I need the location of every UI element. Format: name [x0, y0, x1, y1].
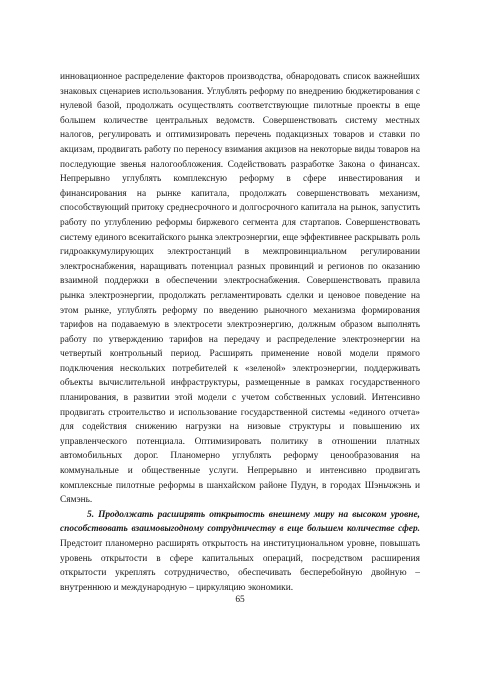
page-number: 65 — [235, 595, 245, 605]
body-text — [60, 70, 420, 595]
section-heading: 5. Продолжать расширять открытость внешнему миру на высоком уровне, способствовать взаимовыгодному сотрудничеству в еще большем количестве сфер. — [60, 509, 420, 535]
paragraph-continuation: инновационное распределение факторов производства, обнародовать список важнейших знаковых сценариев использования. Углублять реформу по внедрению бюджетирования с нулевой базой, продолжать осуществлять соответствующие пилотные проекты в еще большем количестве центральных ведомств. Совершенствовать систему местных налогов, регулировать и оптимизировать перечень подакцизных товаров и ставки по акцизам, продвигать работу по переносу взимания акцизов на некоторые виды товаров на последующие звенья налогообложения. Содействовать разработке Закона о финансах. Непрерывно углублять комплексную реформу в сфере инвестирования и финансирования на рынке капитала, продолжать совершенствовать механизм, способствующий притоку среднесрочного и долгосрочного капитала на рынок, запустить работу по углублению реформы биржевого сегмента для стартапов. Совершенствовать систему единого всекитайского рынка электроэнергии, еще эффективнее раскрывать роль гидроаккумулирующих электростанций в межпровинциальном регулировании электроснабжения, наращивать потенциал разных провинций и регионов по оказанию взаимной поддержки в обеспечении электроснабжения. Совершенствовать правила рынка электроэнергии, продолжать регламентировать сделки и ценовое поведение на этом рынке, углублять реформу по введению рыночного механизма формирования тарифов на подаваемую в электросети электроэнергию, должным образом выполнять работу по утверждению тарифов на передачу и распределение электроэнергии на четвертый контрольный период. Расширять применение новой модели прямого подключения нескольких потребителей к «зеленой» электроэнергии, поддерживать объекты вычислительной инфраструктуры, размещенные в рамках государственного планирования, в развитии этой модели с учетом собственных условий. Интенсивно продвигать строительство и использование государственной системы «единого отчета» для содействия снижению нагрузки на низовые структуры и повышению их управленческого потенциала. Оптимизировать политику в отношении платных автомобильных дорог. Планомерно углублять реформу ценообразования на коммунальные и общественные услуги. Непрерывно и интенсивно продвигать комплексные пилотные реформы в шанхайском районе Пудун, в городах Шэньчжэнь и Сямэнь. — [60, 72, 420, 506]
paragraph-section-5 — [60, 508, 420, 596]
section-body: Предстоит планомерно расширять открытость на институциональном уровне, повышать уровень открытости в сфере капитальных операций, посредством расширения открытости укреплять сотрудничество, обеспечивать бесперебойную двойную – внутреннюю и международную – циркуляцию экономики. — [60, 539, 420, 593]
